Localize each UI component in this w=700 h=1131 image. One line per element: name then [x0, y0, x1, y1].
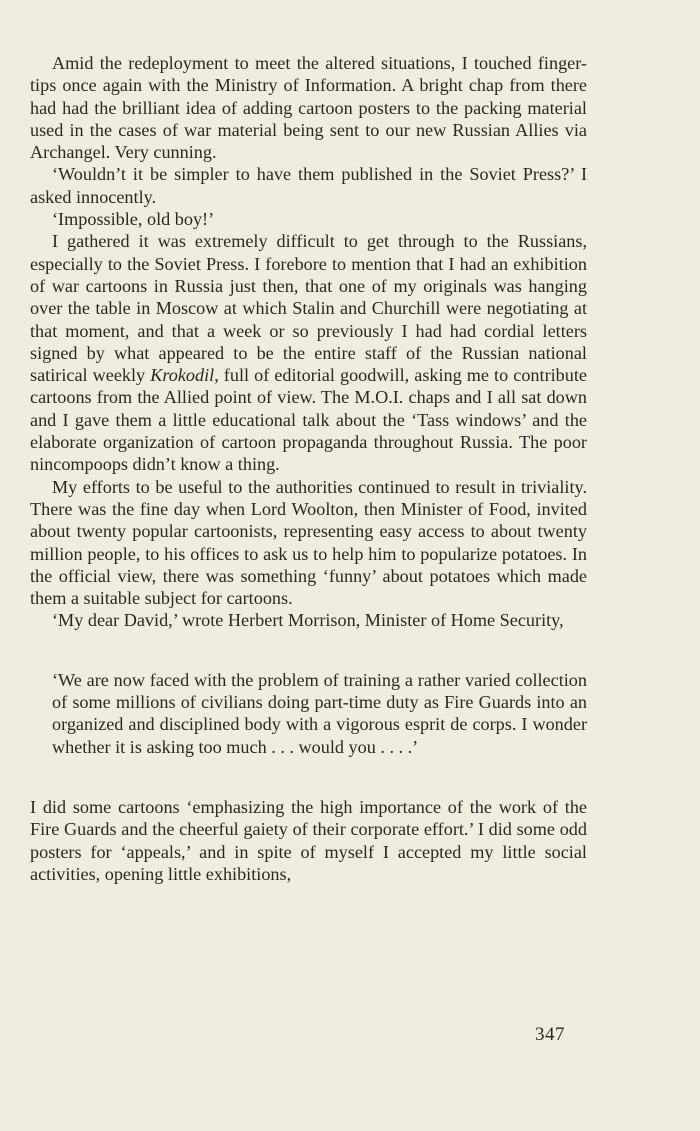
- paragraph-krokodil: [30, 230, 587, 475]
- paragraph-ministry: Amid the redeployment to meet the altered situations, I touched finger-tips once again with the Ministry of Information. A bright chap from there had had the brilliant idea of adding cartoon posters to the packing material used in the cases of war material being sent to our new Russian Allies via Archangel. Very cunning.: [30, 53, 587, 163]
- krokodil-text-after: , full of editorial goodwill, asking me to contribute cartoons from the Allied point of view. The M.O.I. chaps and I all sat down and I gave them a little educational talk about the ‘Tass windows’ and the elaborate organization of cartoon propaganda throughout Russia. The poor nincompoops didn’t know a thing.: [30, 365, 587, 475]
- krokodil-title: Krokodil: [150, 365, 215, 386]
- paragraph-morrison: ‘My dear David,’ wrote Herbert Morrison, Minister of Home Security,: [52, 610, 564, 631]
- page-number: 347: [535, 1024, 565, 1045]
- page-text: [30, 52, 587, 885]
- paragraph-soviet-press: ‘Wouldn’t it be simpler to have them published in the Soviet Press?’ I asked innocently.: [30, 164, 587, 207]
- quote-text: ‘We are now faced with the problem of training a rather varied collection of some millions of civilians doing part-time duty as Fire Guards into an organized and disciplined body with a vigorous esprit de corps. I wonder whether it is asking too much . . . would you . . . .’: [52, 669, 587, 757]
- paragraph-impossible: ‘Impossible, old boy!’: [52, 209, 215, 230]
- paragraph-woolton: My efforts to be useful to the authorities continued to result in triviality. There was the fine day when Lord Woolton, then Minister of Food, invited about twenty popular cartoonists, representing easy access to about twenty million people, to his offices to ask us to help him to popularize potatoes. In the official view, there was something ‘funny’ about potatoes which made them a suitable subject for cartoons.: [30, 476, 587, 609]
- block-quote: [52, 669, 587, 758]
- krokodil-text-before: I gathered it was extremely difficult to get through to the Russians, especially to the Soviet Press. I forebore to mention that I had an exhibition of war cartoons in Russia just then, that one of my originals was hanging over the table in Moscow at which Stalin and Churchill were negotiating at that moment, and that a week or so previously I had had cordial letters signed by what appeared to be the entire staff of the Russian national satirical weekly: [30, 231, 587, 386]
- paragraph-fire-guards: I did some cartoons ‘emphasizing the high importance of the work of the Fire Guards and the cheerful gaiety of their corporate effort.’ I did some odd posters for ‘appeals,’ and in spite of myself I accepted my little social activities, opening little exhibitions,: [30, 796, 587, 884]
